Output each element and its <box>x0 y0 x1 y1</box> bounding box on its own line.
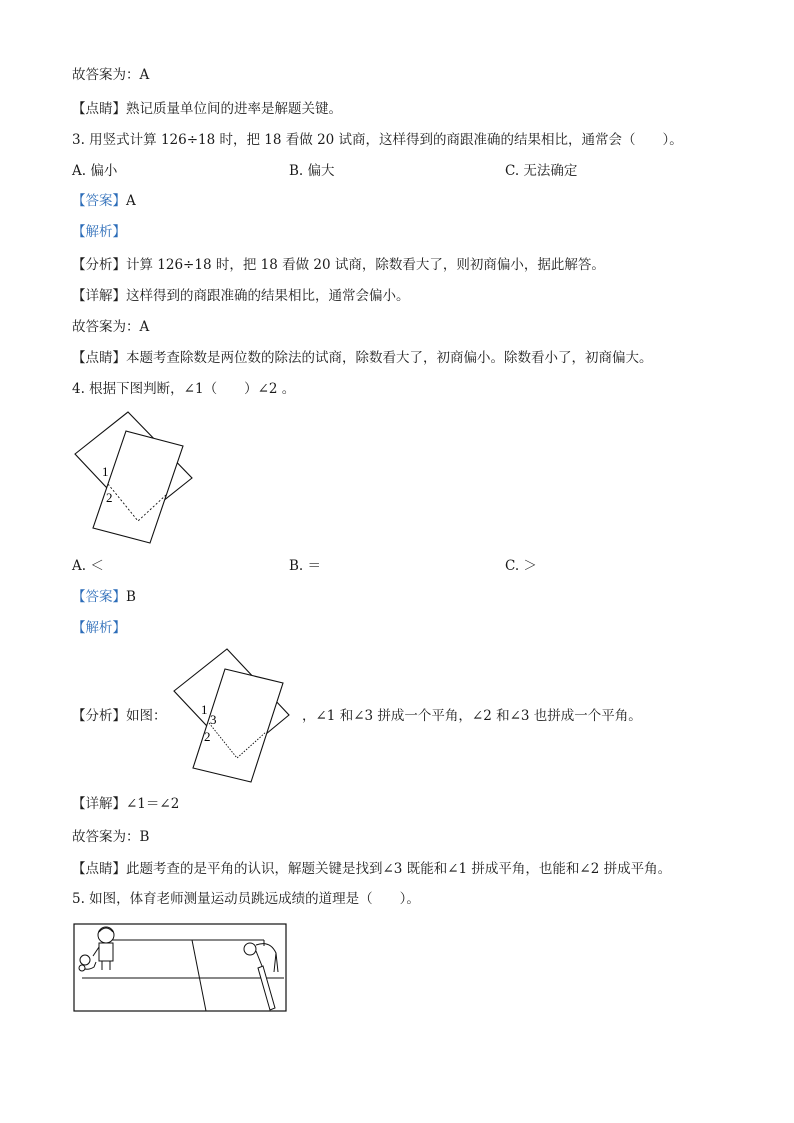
detail-tag: 【详解】 <box>72 288 126 304</box>
tip-text: 本题考查除数是两位数的除法的试商，除数看大了，初商偏小。除数看小了，初商偏大。 <box>126 350 653 366</box>
question-3: 3. 用竖式计算 126÷18 时，把 18 看做 20 试商，这样得到的商跟准确的结果相比，通常会（ ）。 <box>72 132 683 148</box>
angle-2-label: 2 <box>204 729 211 744</box>
q4-analysis-figure <box>170 645 300 787</box>
analysis-tag: 【分析】 <box>72 708 126 724</box>
answer-tag: 【答案】 <box>72 589 126 605</box>
q4-option-b: B. ＝ <box>289 558 322 574</box>
q3-analysis <box>72 256 605 274</box>
tip-tag: 【点睛】 <box>72 350 126 366</box>
analysis-text: 计算 126÷18 时，把 18 看做 20 试商，除数看大了，则初商偏小，据此解答。 <box>126 257 605 273</box>
q4-rectangles-figure <box>72 408 197 548</box>
q3-detail <box>72 287 410 305</box>
q5-long-jump-figure <box>72 920 288 1014</box>
q4-tip <box>72 860 671 878</box>
tip-tag: 【点睛】 <box>72 861 126 877</box>
angle-2-label: 2 <box>106 490 113 505</box>
q3-tip <box>72 349 653 367</box>
q4-option-c: C. ＞ <box>505 558 537 574</box>
front-rectangle <box>93 431 183 543</box>
detail-text: ∠1＝∠2 <box>126 796 180 812</box>
tip-text: 熟记质量单位间的进率是解题关键。 <box>126 101 342 117</box>
tip-line-prev <box>72 100 342 118</box>
answer-tag: 【答案】 <box>72 193 126 209</box>
q4-analysis-pre <box>72 707 167 725</box>
q4-detail <box>72 795 179 813</box>
angle-1-label: 1 <box>201 702 208 717</box>
q4-option-a: A. ＜ <box>72 558 104 574</box>
q3-answer <box>72 192 136 210</box>
q4-analysis-heading: 【解析】 <box>72 620 126 636</box>
angle-1-label: 1 <box>102 464 109 479</box>
q4-analysis-post: ，∠1 和∠3 拼成一个平角，∠2 和∠3 也拼成一个平角。 <box>302 708 642 724</box>
q4-answer <box>72 588 136 606</box>
q3-analysis-heading: 【解析】 <box>72 224 126 240</box>
tip-text: 此题考查的是平角的认识，解题关键是找到∠3 既能和∠1 拼成平角，也能和∠2 拼成平角。 <box>126 861 672 877</box>
question-5: 5. 如图，体育老师测量运动员跳远成绩的道理是（ ）。 <box>72 891 420 907</box>
analysis-tag: 【分析】 <box>72 257 126 273</box>
tip-tag: 【点睛】 <box>72 101 126 117</box>
angle-3-label: 3 <box>210 712 217 727</box>
q3-option-b: B. 偏大 <box>289 163 335 179</box>
answer-value: B <box>126 589 136 605</box>
q3-option-c: C. 无法确定 <box>505 163 578 179</box>
detail-text: 这样得到的商跟准确的结果相比，通常会偏小。 <box>126 288 410 304</box>
answer-line-prev: 故答案为：A <box>72 67 150 83</box>
q3-option-a: A. 偏小 <box>72 163 118 179</box>
front-rectangle <box>193 669 283 782</box>
answer-value: A <box>126 193 136 209</box>
detail-tag: 【详解】 <box>72 796 126 812</box>
q4-final-answer: 故答案为：B <box>72 829 150 845</box>
analysis-text: 如图： <box>126 708 167 724</box>
question-4: 4. 根据下图判断，∠1（ ）∠2 。 <box>72 381 296 397</box>
q3-final-answer: 故答案为：A <box>72 319 150 335</box>
